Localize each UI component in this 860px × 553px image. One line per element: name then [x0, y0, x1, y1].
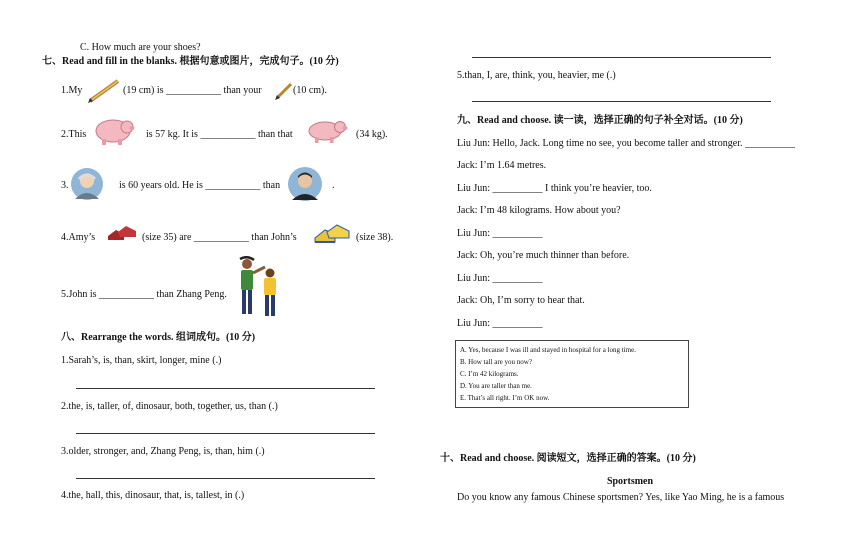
section-7-title: 七、Read and fill in the blanks. 根据句意或图片，完成句子。(10 分) — [42, 56, 339, 67]
q7-2-start: 2.This — [61, 129, 87, 140]
q8-5: 5.than, I, are, think, you, heavier, me (.) — [457, 70, 616, 81]
answer-line-8-3[interactable] — [76, 478, 375, 479]
q7-1-start: 1.My — [61, 85, 83, 96]
option-d: D. You are taller than me. — [460, 382, 532, 390]
small-shoes-icon — [106, 222, 138, 244]
big-pig-icon — [93, 114, 135, 146]
q7-4-middle: (size 35) are ___________ than John’s — [142, 232, 297, 243]
dialogue-line: Liu Jun: __________ I think you’re heavier, too. — [457, 183, 652, 194]
big-shoes-icon — [313, 222, 351, 246]
q8-1: 1.Sarah’s, is, than, skirt, longer, mine (.) — [61, 355, 222, 366]
dialogue-line: Liu Jun: __________ — [457, 273, 543, 284]
q7-2-end: (34 kg). — [356, 129, 388, 140]
q7-1-middle: (19 cm) is ___________ than your — [123, 85, 262, 96]
passage-first-line: Do you know any famous Chinese sportsmen? Yes, like Yao Ming, he is a famous — [457, 492, 785, 503]
options-box — [455, 340, 689, 408]
q8-2: 2.the, is, taller, of, dinosaur, both, together, us, than (.) — [61, 401, 278, 412]
short-pencil-icon — [275, 82, 293, 100]
q7-1-end: (10 cm). — [293, 85, 327, 96]
q7-5: 5.John is ___________ than Zhang Peng. — [61, 289, 227, 300]
dialogue-line: Jack: Oh, you’re much thinner than before. — [457, 250, 630, 261]
long-pencil-icon — [87, 78, 121, 104]
answer-line-8-4[interactable] — [472, 57, 771, 58]
option-a: A. Yes, because I was ill and stayed in hospital for a long time. — [460, 346, 636, 354]
q7-3-end: . — [332, 180, 335, 191]
option-e: E. That’s all right. I’m OK now. — [460, 394, 550, 402]
option-b: B. How tall are you now? — [460, 358, 532, 366]
dialogue-line: Jack: I’m 1.64 metres. — [457, 160, 547, 171]
q7-3-middle: is 60 years old. He is ___________ than — [119, 180, 281, 191]
answer-line-8-1[interactable] — [76, 388, 375, 389]
two-boys-icon — [233, 256, 283, 322]
dialogue-line: Liu Jun: __________ — [457, 228, 543, 239]
small-pig-icon — [305, 116, 349, 144]
q8-4: 4.the, hall, this, dinosaur, that, is, tallest, in (.) — [61, 490, 245, 501]
option-c: C. I’m 42 kilograms. — [460, 370, 519, 378]
section-10-title: 十、Read and choose. 阅读短文，选择正确的答案。(10 分) — [440, 453, 696, 464]
q7-3-start: 3. — [61, 180, 69, 191]
passage-title: Sportsmen — [606, 476, 654, 487]
dialogue-line: Liu Jun: Hello, Jack. Long time no see, you become taller and stronger. __________ — [457, 138, 795, 149]
old-man-avatar — [70, 167, 104, 201]
section-9-title: 九、Read and choose. 读一读，选择正确的句子补全对话。(10 分) — [457, 115, 743, 126]
section-8-title: 八、Rearrange the words. 组词成句。(10 分) — [61, 332, 256, 343]
answer-line-8-2[interactable] — [76, 433, 375, 434]
dialogue-line: Jack: Oh, I’m sorry to hear that. — [457, 295, 585, 306]
dialogue-line: Liu Jun: __________ — [457, 318, 543, 329]
q7-2-middle: is 57 kg. It is ___________ than that — [146, 129, 293, 140]
q7-4-end: (size 38). — [356, 232, 394, 243]
young-man-avatar — [287, 166, 323, 202]
previous-question-option: C. How much are your shoes? — [80, 42, 201, 53]
q8-3: 3.older, stronger, and, Zhang Peng, is, than, him (.) — [61, 446, 265, 457]
dialogue-line: Jack: I’m 48 kilograms. How about you? — [457, 205, 621, 216]
answer-line-8-5[interactable] — [472, 101, 771, 102]
q7-4-start: 4.Amy’s — [61, 232, 96, 243]
